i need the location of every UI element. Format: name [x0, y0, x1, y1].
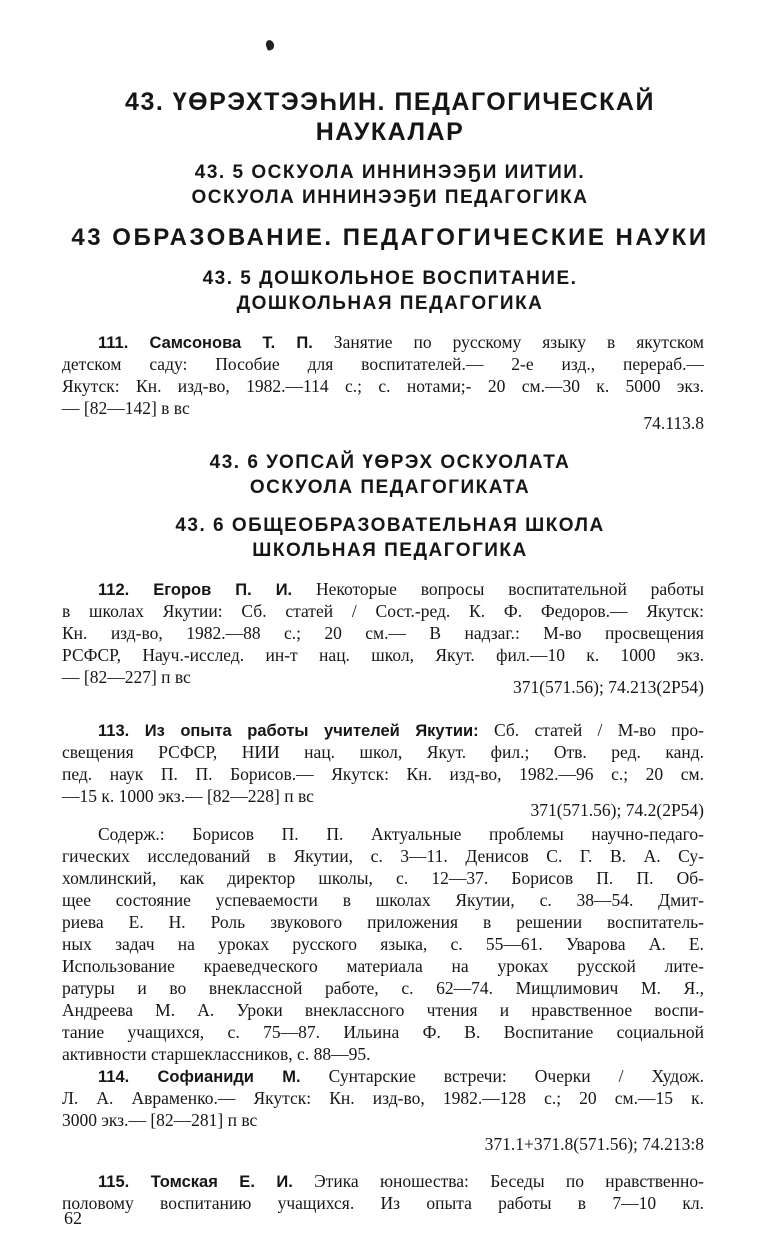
- entry-112-line2: в школах Якутии: Сб. статей / Сост.-ред. К. Ф. Федоров.— Якутск:: [62, 601, 704, 621]
- subsection-heading-yakut-school-line1: 43. 6 УОПСАЙ ҮӨРЭХ ОСКУОЛАТА: [209, 452, 571, 473]
- contents-line7: Использование краеведческого материала на уроках русской лите-: [62, 956, 704, 976]
- ink-blot: [265, 39, 276, 51]
- entry-113-title: 113. Из опыта работы учителей Якутии:: [98, 722, 479, 740]
- page-number: 62: [64, 1208, 82, 1228]
- entry-113-index: 371(571.56); 74.2(2Р54): [530, 800, 704, 820]
- contents-line11: активности старшеклассников, с. 88—95.: [62, 1044, 371, 1064]
- subsection-heading-yakut-line2: ОСКУОЛА ИННИНЭЭҔИ ПЕДАГОГИКА: [191, 187, 589, 208]
- entry-111-line1: 111. Самсонова Т. П. Занятие по русскому языку в якутском: [98, 332, 704, 352]
- contents-line2: гических исследований в Якутии, с. 3—11. Денисов С. Г. В. А. Су-: [62, 846, 704, 866]
- entry-111-author: 111. Самсонова Т. П.: [98, 334, 313, 352]
- subsection-heading-school-line1: 43. 6 ОБЩЕОБРАЗОВАТЕЛЬНАЯ ШКОЛА: [175, 515, 605, 536]
- entry-112-author: 112. Егоров П. И.: [98, 581, 293, 599]
- subsection-heading-yakut-line1: 43. 5 ОСКУОЛА ИННИНЭЭҔИ ИИТИИ.: [194, 162, 586, 183]
- entry-112-line1: 112. Егоров П. И. Некоторые вопросы воспитательной работы: [98, 579, 704, 599]
- entry-115-author: 115. Томская Е. И.: [98, 1173, 293, 1191]
- entry-111-line4: — [82—142] в вс: [62, 398, 190, 418]
- entry-114-line1: 114. Софианиди М. Сунтарские встречи: Очерки / Худож.: [98, 1066, 704, 1086]
- contents-line1: Содерж.: Борисов П. П. Актуальные проблемы научно-педаго-: [98, 824, 704, 844]
- entry-111-line3: Якутск: Кн. изд-во, 1982.—114 с.; с. нотами;- 20 см.—30 к. 5000 экз.: [62, 376, 704, 396]
- entry-113-line2: свещения РСФСР, НИИ нац. школ, Якут. фил.; Отв. ред. канд.: [62, 742, 704, 762]
- section-heading-russian: 43 ОБРАЗОВАНИЕ. ПЕДАГОГИЧЕСКИЕ НАУКИ: [71, 224, 709, 251]
- entry-115-line1: 115. Томская Е. И. Этика юношества: Беседы по нравственно-: [98, 1171, 704, 1191]
- entry-112-line3: Кн. изд-во, 1982.—88 с.; 20 см.— В надзаг.: М-во просвещения: [62, 623, 704, 643]
- contents-line10: тание учащихся, с. 75—87. Ильина Ф. В. Воспитание социальной: [62, 1022, 704, 1042]
- entry-112-index: 371(571.56); 74.213(2Р54): [512, 677, 704, 697]
- entry-111-line2: детском саду: Пособие для воспитателей.— 2-е изд., перераб.—: [62, 354, 704, 374]
- contents-line5: риева Е. Н. Роль звукового приложения в решении воспитатель-: [62, 912, 704, 932]
- contents-line6: ных задач на уроках русского языка, с. 55—61. Уварова А. Е.: [62, 934, 704, 954]
- contents-line3: хомлинский, как директор школы, с. 12—37. Борисов П. П. Об-: [62, 868, 704, 888]
- entry-114-index: 371.1+371.8(571.56); 74.213:8: [484, 1134, 704, 1154]
- section-heading-line1: 43. ҮӨРЭХТЭЭҺИН. ПЕДАГОГИЧЕСКАЙ: [125, 88, 655, 116]
- contents-line9: Андреева М. А. Уроки внеклассного чтения и нравственное воспи-: [62, 1000, 704, 1020]
- entry-113-line4: —15 к. 1000 экз.— [82—228] п вс: [62, 786, 314, 806]
- entry-114-line3: 3000 экз.— [82—281] п вс: [62, 1110, 258, 1130]
- entry-111-index: 74.113.8: [643, 413, 704, 433]
- subsection-heading-school-line2: ШКОЛЬНАЯ ПЕДАГОГИКА: [252, 540, 528, 561]
- entry-114-line2: Л. А. Авраменко.— Якутск: Кн. изд-во, 1982.—128 с.; 20 см.—15 к.: [62, 1088, 704, 1108]
- contents-line4: щее состояние успеваемости в школах Якутии, с. 38—54. Дмит-: [62, 890, 704, 910]
- contents-line8: ратуры и во внеклассной работе, с. 62—74. Мищлимович М. Я.,: [62, 978, 704, 998]
- entry-113-line3: пед. наук П. П. Борисов.— Якутск: Кн. изд-во, 1982.—96 с.; 20 см.: [62, 764, 704, 784]
- entry-115-line2: половому воспитанию учащихся. Из опыта работы в 7—10 кл.: [62, 1193, 704, 1213]
- entry-112-line5: — [82—227] п вс: [62, 667, 191, 687]
- subsection-heading-russian-line1: 43. 5 ДОШКОЛЬНОЕ ВОСПИТАНИЕ.: [202, 268, 578, 289]
- subsection-heading-yakut-school-line2: ОСКУОЛА ПЕДАГОГИКАТА: [249, 477, 531, 498]
- entry-114-author: 114. Софианиди М.: [98, 1068, 301, 1086]
- section-heading-line2: НАУКАЛАР: [315, 118, 465, 146]
- subsection-heading-russian-line2: ДОШКОЛЬНАЯ ПЕДАГОГИКА: [236, 293, 544, 314]
- entry-112-line4: РСФСР, Науч.-исслед. ин-т нац. школ, Якут. фил.—10 к. 1000 экз.: [62, 645, 704, 665]
- entry-113-line1: 113. Из опыта работы учителей Якутии: Сб. статей / М-во про-: [98, 720, 704, 740]
